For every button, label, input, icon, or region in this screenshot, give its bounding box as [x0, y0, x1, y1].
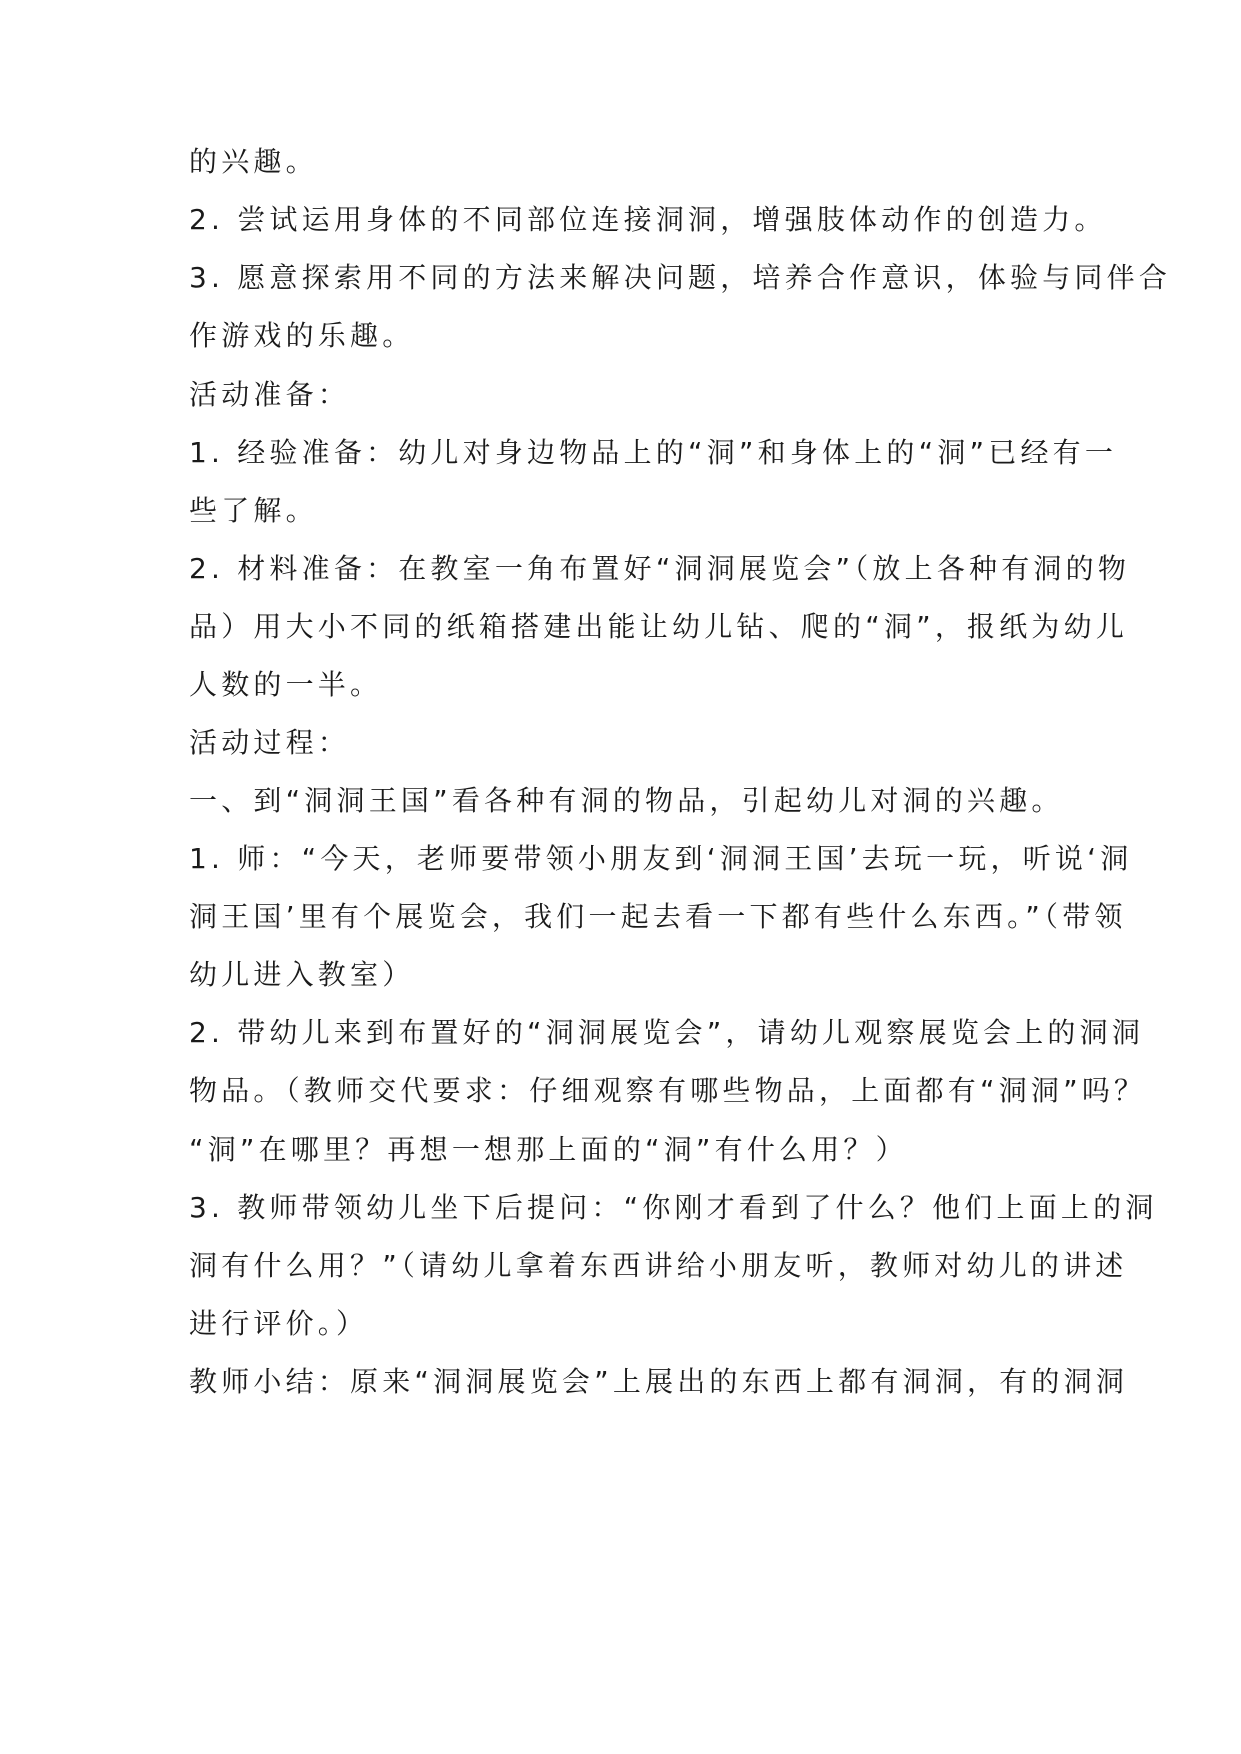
text-line: 幼儿进入教室） — [189, 958, 415, 991]
text-line: 1. 经验准备：幼儿对身边物品上的“洞”和身体上的“洞”已经有一 — [189, 436, 1118, 469]
section-heading: 活动准备： — [189, 378, 351, 411]
text-line: 物品。（教师交代要求：仔细观察有哪些物品，上面都有“洞洞”吗？ — [189, 1074, 1147, 1107]
text-line: 1. 师：“今天，老师要带领小朋友到‘洞洞王国’去玩一玩，听说‘洞 — [189, 842, 1133, 875]
text-line: 的兴趣。 — [189, 145, 318, 178]
text-line: 2. 材料准备：在教室一角布置好“洞洞展览会”（放上各种有洞的物 — [189, 552, 1131, 585]
text-line: “洞”在哪里？再想一想那上面的“洞”有什么用？） — [189, 1133, 908, 1166]
text-line: 洞王国’里有个展览会，我们一起去看一下都有些什么东西。”（带领 — [189, 900, 1127, 933]
text-line: 洞有什么用？”（请幼儿拿着东西讲给小朋友听，教师对幼儿的讲述 — [189, 1249, 1128, 1282]
text-line: 2. 尝试运用身体的不同部位连接洞洞，增强肢体动作的创造力。 — [189, 203, 1107, 236]
text-line: 品）用大小不同的纸箱搭建出能让幼儿钻、爬的“洞”，报纸为幼儿 — [189, 610, 1129, 643]
text-line: 3. 愿意探索用不同的方法来解决问题，培养合作意识，体验与同伴合 — [189, 261, 1172, 294]
text-line: 些了解。 — [189, 494, 318, 527]
text-line: 2. 带幼儿来到布置好的“洞洞展览会”，请幼儿观察展览会上的洞洞 — [189, 1016, 1145, 1049]
text-line: 人数的一半。 — [189, 668, 383, 701]
text-line: 作游戏的乐趣。 — [189, 319, 415, 352]
text-line: 教师小结：原来“洞洞展览会”上展出的东西上都有洞洞，有的洞洞 — [189, 1365, 1129, 1398]
section-heading: 活动过程： — [189, 726, 351, 759]
text-line: 进行评价。） — [189, 1307, 369, 1340]
text-line: 一、到“洞洞王国”看各种有洞的物品，引起幼儿对洞的兴趣。 — [189, 784, 1064, 817]
text-line: 3. 教师带领幼儿坐下后提问：“你刚才看到了什么？他们上面上的洞 — [189, 1191, 1158, 1224]
